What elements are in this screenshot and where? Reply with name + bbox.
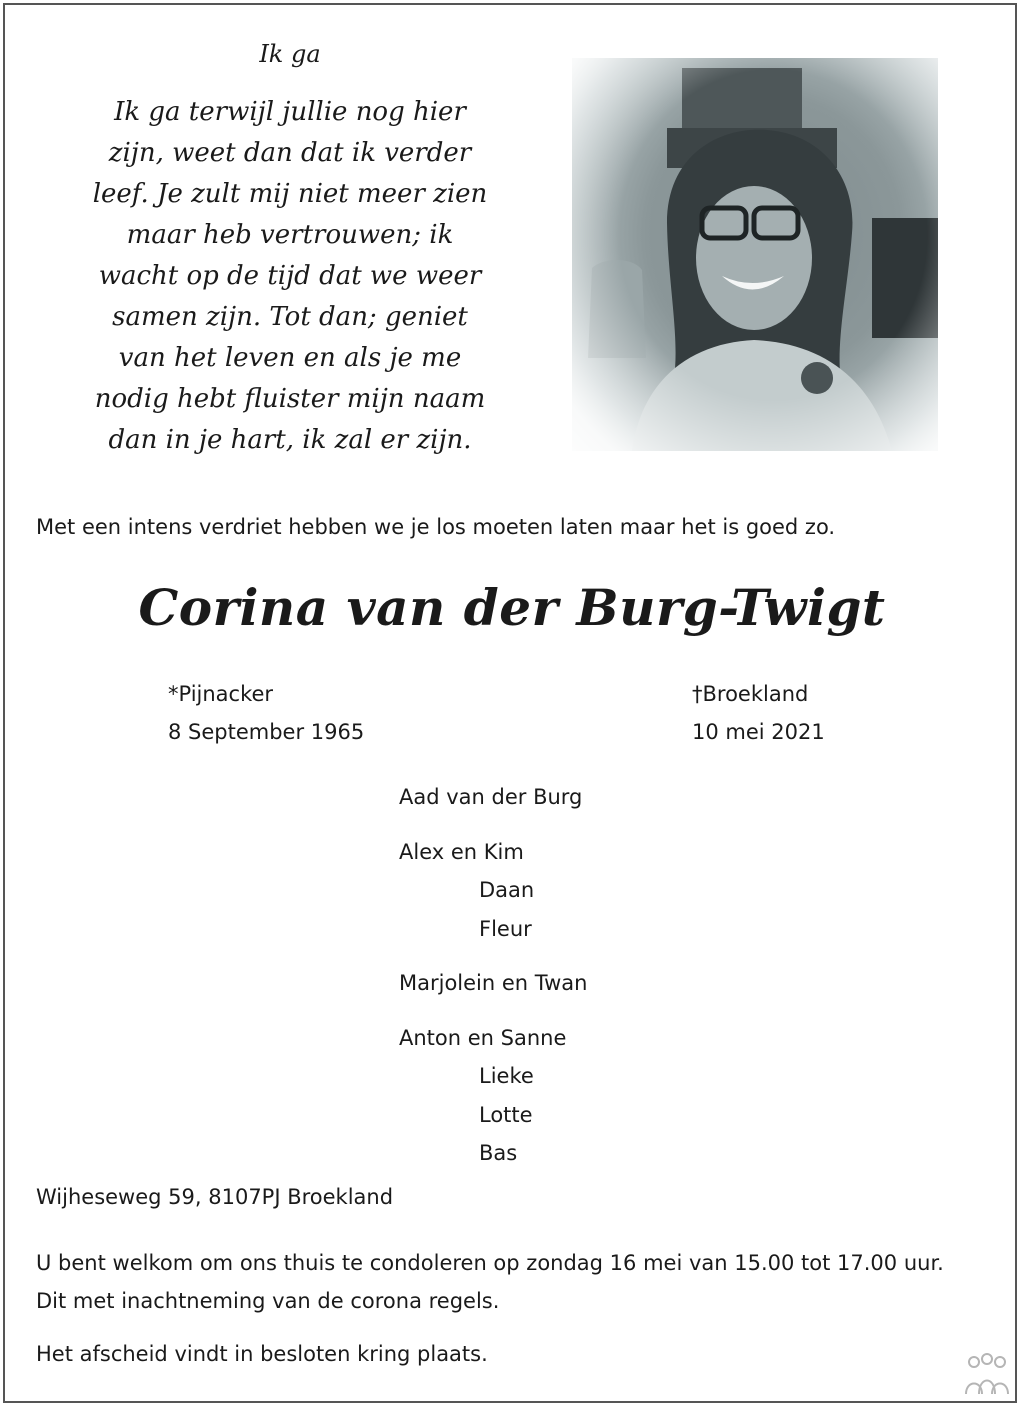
address: Wijheseweg 59, 8107PJ Broekland bbox=[36, 1185, 394, 1209]
condolence-line: Dit met inachtneming van de corona regels. bbox=[36, 1289, 500, 1313]
grandchild: Lotte bbox=[479, 1102, 533, 1127]
condolence-line: U bent welkom om ons thuis te condoleren op zondag 16 mei van 15.00 tot 17.00 uur. bbox=[36, 1251, 944, 1275]
poem-line: wacht op de tijd dat we weer bbox=[98, 261, 482, 291]
poem-line: maar heb vertrouwen; ik bbox=[126, 220, 454, 250]
poem-line: dan in je hart, ik zal er zijn. bbox=[108, 425, 472, 455]
condolence-text bbox=[36, 1244, 944, 1320]
poem-line: Ik ga terwijl jullie nog hier bbox=[114, 97, 466, 127]
poem-line: zijn, weet dan dat ik verder bbox=[108, 138, 472, 168]
grandchild: Lieke bbox=[479, 1064, 534, 1088]
grandchild: Daan bbox=[479, 878, 535, 902]
grandchild: Fleur bbox=[479, 916, 532, 941]
people-group-icon bbox=[962, 1352, 1012, 1396]
family-member: Anton en Sanne bbox=[399, 1025, 567, 1050]
poem bbox=[62, 92, 518, 461]
deceased-name: Corina van der Burg-Twigt bbox=[138, 578, 886, 637]
poem-line: van het leven en als je me bbox=[118, 343, 462, 373]
poem-line: samen zijn. Tot dan; geniet bbox=[112, 302, 468, 332]
birth-info bbox=[168, 675, 364, 751]
portrait-illustration bbox=[572, 58, 938, 451]
family-member: Marjolein en Twan bbox=[399, 971, 588, 995]
family-member: Aad van der Burg bbox=[399, 785, 583, 809]
birth-date: 8 September 1965 bbox=[168, 720, 365, 744]
death-place: †Broekland bbox=[692, 682, 809, 706]
family-group bbox=[399, 778, 588, 817]
poem-title: Ik ga bbox=[259, 40, 321, 68]
portrait-photo bbox=[572, 58, 938, 451]
family-member: Alex en Kim bbox=[399, 839, 524, 864]
grandchild: Bas bbox=[479, 1141, 518, 1165]
poem-line: leef. Je zult mij niet meer zien bbox=[92, 179, 488, 209]
farewell-text: Het afscheid vindt in besloten kring plaats. bbox=[36, 1342, 488, 1366]
birth-place: *Pijnacker bbox=[168, 682, 274, 706]
poem-line: nodig hebt fluister mijn naam bbox=[94, 384, 486, 414]
intro-text: Met een intens verdriet hebben we je los moeten laten maar het is goed zo. bbox=[36, 515, 836, 539]
death-date: 10 mei 2021 bbox=[692, 720, 825, 744]
family-group bbox=[399, 964, 588, 1003]
death-info bbox=[692, 675, 825, 751]
family-group bbox=[399, 1019, 588, 1173]
family-list bbox=[399, 778, 588, 1189]
family-group bbox=[399, 833, 588, 949]
